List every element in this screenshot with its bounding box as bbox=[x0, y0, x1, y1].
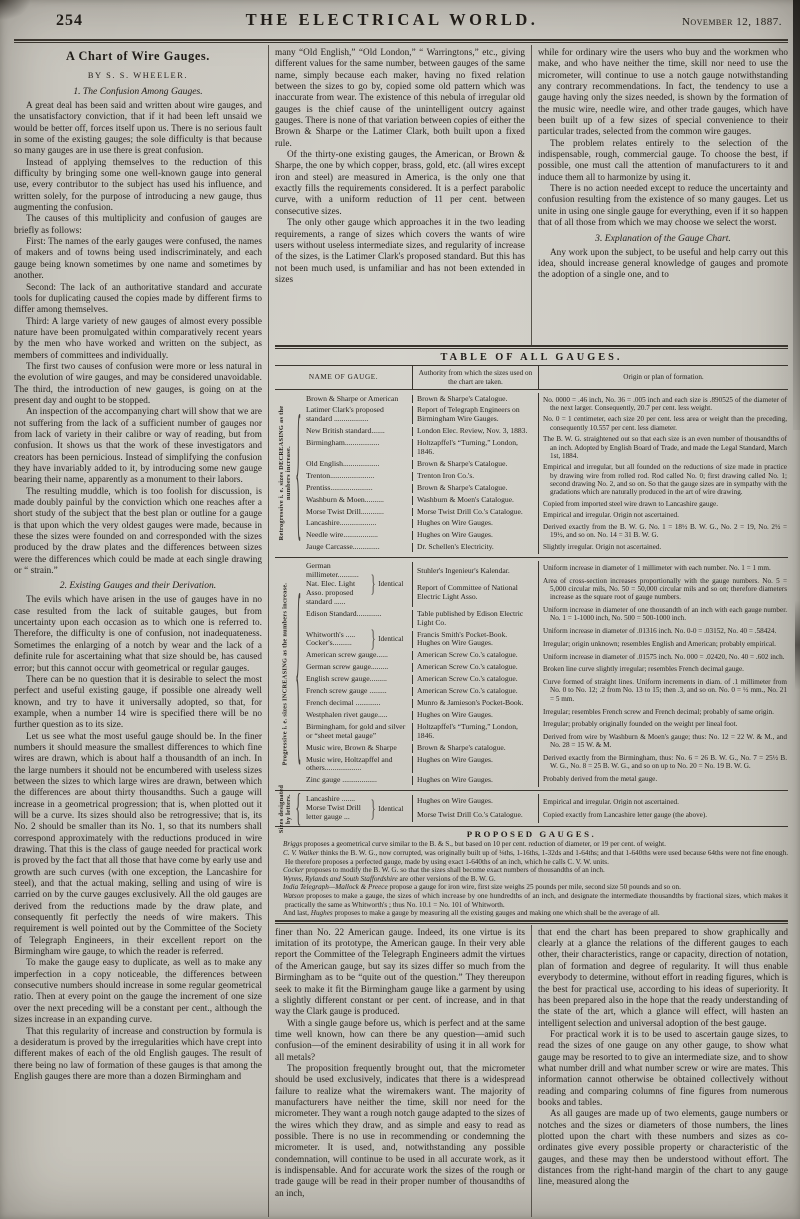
gauge-authority-cell: Brown & Sharpe's Catalogue. bbox=[412, 395, 538, 404]
gauge-origin-note: Derived exactly from the Birmingham, thus: No. 6 = 26 B. W. G., No. 7 = 25½ B. W. G., No. 8 = 25 B. W. G., and so on up to No. 20 = No. 19 B. W. G. bbox=[543, 754, 787, 771]
proposed-gauge-item bbox=[275, 909, 788, 918]
gauge-name-cell: Zinc gauge .................. bbox=[306, 776, 377, 785]
pair-authority-cells bbox=[412, 562, 538, 607]
gauge-group bbox=[275, 384, 788, 558]
paragraph: To make the gauge easy to duplicate, as well as to make any imperfection in a copy noticeable, the differences between consecutive numbers should increase in some regular geometrical ratio. Then at every point on the gauge the increment of one size over the next preceding will be a constant per cent., although the sizes increase in an expanding curve. bbox=[14, 957, 262, 1025]
section-heading: 3. Explanation of the Gauge Chart. bbox=[595, 232, 731, 244]
proposed-item-prefix: And last, bbox=[283, 909, 311, 918]
gauge-name-cell: Lancashire ....... bbox=[306, 795, 356, 804]
proposed-gauges-title: PROPOSED GAUGES. bbox=[466, 829, 597, 840]
gauge-row bbox=[303, 496, 538, 505]
gauge-origin-note: Uniform increase in diameter of 1 millimeter with each number. No. 1 = 1 mm. bbox=[543, 563, 771, 572]
column-1-text bbox=[14, 86, 262, 1082]
gauge-authority-cell: American Screw Co.'s catalogue. bbox=[412, 663, 538, 672]
column-divider bbox=[531, 45, 532, 345]
gauge-row bbox=[303, 427, 538, 436]
gauge-authority-cell: Hughes on Wire Gauges. bbox=[412, 776, 538, 785]
gauge-name-cell: Old English................... bbox=[306, 459, 380, 468]
identical-label: Identical bbox=[378, 804, 404, 813]
masthead bbox=[14, 10, 788, 36]
paragraph: An inspection of the accompanying chart will show that we are not suffering from the lack of a sufficient number of gauges nor from lack of variety in their calibre or way of reading, but from confusion. It shows us that the work of these investigators and creators has been pernicious. Instead of simplifying the confusion they have invariably added to it, by introducing some new gauge bearing their name, apparently as a monument to their labors. bbox=[14, 406, 262, 485]
proposed-item-proposer: Cocker bbox=[283, 866, 304, 875]
gauge-name-cell: Lancashire................... bbox=[306, 519, 377, 528]
gauge-name-cell: Whitworth's ..... bbox=[306, 630, 356, 639]
gauge-row bbox=[303, 472, 538, 481]
gauge-authority-cell: Stuhler's Ingenieur's Kalendar. bbox=[417, 565, 510, 575]
gauge-authority-cell: Trenton Iron Co.'s. bbox=[412, 472, 538, 481]
gauge-authority-cell: Table published by Edison Electric Light Co. bbox=[412, 610, 538, 628]
gauge-authority-cell: Holtzapffel's “Turning,” London, 1846. bbox=[412, 439, 538, 457]
pair-name-cells bbox=[303, 562, 370, 607]
gauge-group bbox=[275, 784, 788, 833]
gauge-authority-cell: Report of Committee of National Electric Light Asso. bbox=[417, 583, 518, 602]
group-side-label bbox=[275, 561, 294, 787]
paragraph: The proposition frequently brought out, that the micrometer should be used exclusively, indicates that there is a widespread failure to realize what the wiremakers want. The majority of manufacturers have neither the time, skill nor need for the micrometer. They want a rough notch gauge adapted to the sizes of the wires which they draw, and as simple and easy to read as possible. There is no use in recommending or condemning the micrometer. It is used, and, notwithstanding any possible condemnation, will continue to be used in all accurate work, as it is indispensable. And for accurate work the sizes of the rough or trade gauge will be read in their proper number of thousandths of an inch, bbox=[275, 1062, 525, 1198]
gauge-authority-cell: Hughes on Wire Gauges. bbox=[417, 638, 493, 648]
gauge-origin-note: Slightly irregular. Origin not ascertained. bbox=[543, 542, 662, 551]
gauge-row-pair bbox=[303, 562, 538, 607]
gauge-row bbox=[303, 756, 538, 774]
gauge-name-cell: Music wire, Holtzapffel and others................... bbox=[306, 755, 393, 773]
gauge-authority-cell: Hughes on Wire Gauges. bbox=[417, 796, 493, 806]
gauge-origin-column bbox=[538, 794, 788, 824]
column-1 bbox=[14, 45, 262, 1217]
gauge-row bbox=[303, 776, 538, 785]
identical-label: Identical bbox=[378, 580, 404, 589]
gauge-origin-note: Derived exactly from the B. W. G. No. 1 = 18½ B. W. G., No. 2 = 19, No. 2½ = 19½, and so on. No. 14 = 31 B. W. G. bbox=[543, 522, 787, 540]
proposed-gauge-item bbox=[275, 849, 788, 866]
gauge-origin-note: Curve formed of straight lines. Uniform increments in diam. of .1 millimeter from No. 0 to No. 12; .2 from No. 13 to 15; then .3, and so on. No. 0 = ½ mm., No. 21 = 5 mm. bbox=[543, 678, 787, 703]
gauge-origin-note: The B. W. G. straightened out so that each size is an even number of thousandths of an inch. Adopted by English Board of Trade, and made the Legal Standard, March 1st, 1884. bbox=[543, 435, 787, 460]
page-number: 254 bbox=[56, 12, 83, 29]
paragraph: As all gauges are made up of two elements, gauge numbers or notches and the sizes or diameters of those numbers, the lines plotted upon the chart with these numbers and sizes as co-ordinates give every possible property or characteristic of the gauges, and these may then be understood without effort. The distances from the right-hand margin of the chart to any gauge line, measured along the bbox=[538, 1108, 788, 1187]
gauge-name-cell: French decimal ............. bbox=[306, 698, 381, 707]
proposed-gauges-list bbox=[275, 840, 788, 917]
identical-label: Identical bbox=[378, 635, 404, 644]
paragraph: The resulting muddle, which is too foolish for discussion, is made doubly painful by the conviction which one reaches after a short study of the subject that the best plan or outline for a gauge is that upon which the very oldest gauges were made, because in these the sizes were founded on and corresponded with the sizes produced by the draw plates and the differences between sizes were the differences which could be made at each single drawing or “ strain.” bbox=[14, 485, 262, 576]
gauge-row-pair bbox=[303, 795, 538, 822]
identical-note bbox=[370, 562, 412, 607]
article-title: A Chart of Wire Gauges. bbox=[66, 49, 210, 63]
gauge-authority-cell: Hughes on Wire Gauges. bbox=[412, 519, 538, 528]
gauge-name-cell: Nat. Elec. Light Asso. proposed standard ...... bbox=[306, 580, 356, 606]
proposed-item-text: proposes to modify the B. W. G. so that the sizes shall become exact numbers of thousandths of an inch. bbox=[303, 866, 605, 875]
gauge-authority-cell: American Screw Co.'s catalogue. bbox=[412, 651, 538, 660]
gauge-row bbox=[303, 663, 538, 672]
gauge-origin-note: Irregular; probably originally founded on the weight per lineal foot. bbox=[543, 720, 738, 729]
gauge-table bbox=[275, 365, 788, 833]
column-3-text bbox=[538, 45, 788, 345]
proposed-item-proposer: India Telegraph—Mallock & Preece bbox=[283, 883, 388, 892]
gauge-table-header bbox=[275, 366, 788, 390]
gauge-name-cell: Prentiss...................... bbox=[306, 483, 373, 492]
gauge-authority-cell: Brown & Sharpe's Catalogue. bbox=[412, 484, 538, 493]
proposed-gauge-item bbox=[275, 883, 788, 892]
pair-name-cells bbox=[303, 631, 370, 649]
group-side-label-text: Sizes designated by letters. bbox=[277, 784, 292, 833]
header-authority: Authority from which the sizes used on the chart are taken. bbox=[412, 366, 538, 389]
gauge-authority-cell: Morse Twist Drill Co.'s Catalogue. bbox=[417, 809, 523, 819]
gauge-origin-note: No. 0 = 1 centimeter, each size 20 per cent. less area or weight than the preceding, consequently 10.557 per cent. less diameter. bbox=[543, 415, 787, 432]
gauge-authority-cell: Hughes on Wire Gauges. bbox=[412, 531, 538, 540]
proposed-gauges-section bbox=[275, 827, 788, 924]
gauge-row bbox=[303, 651, 538, 660]
paragraph: With a single gauge before us, which is perfect and at the same time well known, how can there be any question—amid such confusion—of the eminent desirability of using it in all work for all metals? bbox=[275, 1017, 525, 1062]
gauge-authority-cell: Hughes on Wire Gauges. bbox=[412, 711, 538, 720]
gauge-authority-cell: Hughes on Wire Gauges. bbox=[412, 756, 538, 774]
identical-note bbox=[370, 624, 412, 653]
gauge-name-cell: Latimer Clark's proposed standard .................. bbox=[306, 406, 384, 424]
proposed-gauge-item bbox=[275, 875, 788, 884]
paragraph: The evils which have arisen in the use of gauges have in no case resulted from the lack of suitable gauges, but from uncertainty upon each occasion as to which one is referred to. Therefore, the difficulty is one of confusion, not inadequateness. Sometimes the enlarging of a notch by wear and the lack of a definite rule for ascertaining what that size should be, has caused error; but this cannot occur with geometrical or regular gauges. bbox=[14, 594, 262, 673]
gauge-row bbox=[303, 484, 538, 493]
gauge-authority-cell: Francis Smith's Pocket-Book. bbox=[417, 629, 508, 639]
gauge-origin-note: Uniform increase in diameter of .01575 inch. No. 000 = .02420, No. 40 = .602 inch. bbox=[543, 652, 785, 661]
article-byline: BY S. S. WHEELER. bbox=[87, 71, 189, 80]
gauge-row bbox=[303, 543, 538, 552]
paragraph: many “Old English,” “Old London,” “ Warringtons,” etc., giving different values for the same number, between gauges of the same name, simply because each maker, having no fixed relation between the sizes to go by, copied some old pattern which was inaccurate from wear. The existence of this nebula of irregular old gauges is the chief cause of the unintelligent outcry against gauges. There is none of that variation between copies of either the Brown & Sharpe or the Latimer Clark, both built upon a fixed rule. bbox=[275, 47, 525, 148]
gauge-name-cell: German millimeter........... bbox=[306, 562, 359, 580]
proposed-item-proposer: Briggs bbox=[283, 840, 303, 849]
gauge-authority-cell: American Screw Co.'s catalogue. bbox=[412, 675, 538, 684]
gauge-name-cell: French screw gauge ......... bbox=[306, 687, 387, 696]
gauge-row bbox=[303, 519, 538, 528]
gauge-name-cell: Needle wire.................. bbox=[306, 531, 378, 540]
gauge-name-cell: Morse Twist Drill letter gauge ... bbox=[306, 804, 361, 822]
gauge-authority-cell: American Screw Co.'s catalogue. bbox=[412, 687, 538, 696]
column-divider bbox=[268, 45, 269, 1217]
gauge-row bbox=[303, 460, 538, 469]
paragraph: The only other gauge which approaches it in the two leading requirements, a range of sizes which covers the wants of wire users without useless intermediate sizes, and regularity of increase of the sizes, is the Latimer Clark's proposed standard. But this has not been much used, is unfamiliar and has not been extended in sizes bbox=[275, 217, 525, 284]
gauge-origin-column bbox=[538, 561, 788, 787]
gauge-name-cell: Music wire, Brown & Sharpe bbox=[306, 743, 397, 752]
section-heading: 2. Existing Gauges and their Derivation. bbox=[59, 580, 217, 592]
proposed-item-proposer: C. V. Walker bbox=[283, 849, 319, 858]
gauge-name-cell: English screw gauge......... bbox=[306, 675, 387, 684]
paragraph: First: The names of the early gauges were confused, the names of makers and of towns being used indiscriminately, and each gauge being known sometimes by one name and sometimes by another. bbox=[14, 236, 262, 281]
proposed-item-text: proposes to make a gauge, the sizes of which increase by one hundredths of an inch, and designate the intermediate thousandths by fractional sizes, which makes it practically the same as Whitworth's ; thus No. 10.1 = No. 101 of Whitworth. bbox=[285, 892, 788, 909]
gauge-name-cell: New British standard....... bbox=[306, 427, 385, 436]
group-side-label-text: Progressive i. e. sizes INCREASING as the numbers increase. bbox=[280, 582, 288, 766]
gauge-rows bbox=[303, 794, 538, 824]
paragraph: Second: The lack of an authoritative standard and accurate tools for duplicating caused the copies made by different firms to differ among themselves. bbox=[14, 281, 262, 315]
gauge-name-cell: German screw gauge......... bbox=[306, 663, 389, 672]
group-side-label bbox=[275, 784, 294, 833]
proposed-gauge-item bbox=[275, 840, 788, 849]
proposed-item-text: propose a gauge for iron wire, first size weighs 25 pounds per mile, second size 50 pounds and so on. bbox=[387, 883, 681, 892]
paragraph: Of the thirty-one existing gauges, the American, or Brown & Sharpe, the one by which copper, brass, gold, etc. (all wires except iron and steel) are measured in America, is the only one that exactly fills the requirements considered. It is a perfect parabolic curve, with a uniform reduction of 11 per cent. between consecutive sizes. bbox=[275, 149, 525, 216]
paragraph: Let us see what the most useful gauge should be. In the finer numbers it should measure the smallest differences to which fine wires are drawn, which is about half a thousandth of an inch. In the large numbers it should not be encumbered with useless sizes between the sizes to which large wires are drawn, between which the differences are about thirty thousandths. Such a gauge will increase in a geometrical progression; that is, when plotted out it will be a curve. Its sizes should also be retrogressive; that is, its No. 2 should be smaller than its No. 1, so that its numbers shall correspond approximately with the reductions produced in wire drawing. That this is the class of gauge needed for practical work is proved by the fact that all those that have come by early use and growth are such curves (with one exception, the Lancashire for steel), and that the actual making, selling and using of wire is carried on by the curve gauges exclusively. All the old gauges are derived from the reductions made by the draw plate, and consequently fit perfectly the needs of wire makers. This requirement is well pointed out by the Committee of the Society of Telegraph Engineers, in their excellent report on the Birmingham wire gauge, to which the reader is referred. bbox=[14, 730, 262, 957]
gauge-row bbox=[303, 508, 538, 517]
brace-glyph: { bbox=[295, 785, 302, 830]
proposed-item-text: proposes a geometrical curve similar to the B. & S., but based on 10 per cent. reduction of diameter, or 19 per cent. of weight. bbox=[302, 840, 666, 849]
gauge-authority-cell: Report of Telegraph Engineers on Birmingham Wire Gauges. bbox=[412, 406, 538, 424]
group-brace bbox=[294, 552, 303, 787]
gauge-name-cell: Edison Standard............. bbox=[306, 609, 382, 618]
column-divider bbox=[531, 925, 532, 1217]
gauge-origin-note: Uniform increase in diameter of .01316 inch. No. 0-0 = .03152, No. 40 = .58424. bbox=[543, 627, 777, 636]
proposed-item-text: thinks the B. W. G., now corrupted, was originally built up of ⅛ths, 1-16ths, 1-32ds and 1-64ths; and that 1-640ths were used because 64ths were not fine enough. He therefore proposes a perfected gauge, made by using exact 1-640ths of an inch, which he calls C. V. W. units. bbox=[285, 849, 788, 866]
section-heading: 1. The Confusion Among Gauges. bbox=[73, 86, 203, 97]
gauge-row bbox=[303, 395, 538, 404]
gauge-row bbox=[303, 687, 538, 696]
gauge-row bbox=[303, 744, 538, 753]
gauge-origin-note: Copied exactly from Lancashire letter gauge (the above). bbox=[543, 811, 708, 820]
header-name-of-gauge: NAME OF GAUGE. bbox=[308, 373, 379, 382]
gauge-name-cell: Birmingham, for gold and silver or “sheet metal gauge” bbox=[306, 722, 406, 740]
gauge-name-cell: Westphalen rivet gauge..... bbox=[306, 710, 388, 719]
proposed-item-proposer: Watson bbox=[283, 892, 304, 900]
column-2-text bbox=[275, 45, 525, 345]
gauge-row bbox=[303, 699, 538, 708]
paragraph: There can be no question that it is desirable to select the most perfect and useful existing gauge, if possible one already well known, and try to have it universally adopted, so that, for example, when a number 14 wire is specified there will be no further question as to its size. bbox=[14, 673, 262, 730]
gauge-authority-cell: Brown & Sharpe's catalogue. bbox=[412, 744, 538, 753]
gauge-name-cell: Trenton....................... bbox=[306, 471, 375, 480]
scan-edge-artifact bbox=[795, 600, 800, 690]
brace-glyph: { bbox=[295, 384, 302, 555]
group-side-label-text: Retrogressive i. e. sizes DECREASING as the numbers increase. bbox=[277, 405, 292, 541]
gauge-name-cell: American screw gauge...... bbox=[306, 651, 388, 660]
paragraph: A great deal has been said and written about wire gauges, and the unsatisfactory conviction, that if it had been left unsaid we would be better off, forces itself upon us. There is no serious fault in some of the existing gauges; the sole difficulty is that because so many gauges are in use there is great confusion. bbox=[14, 100, 262, 156]
column-2-bottom-text bbox=[275, 925, 525, 1217]
identical-note bbox=[370, 795, 412, 822]
column-3-bottom-text bbox=[538, 925, 788, 1217]
gauge-authority-cell: Munro & Jamieson's Pocket-Book. bbox=[412, 699, 538, 708]
paragraph: Third: A large variety of new gauges of almost every possible nature have been promulgated within comparatively recent years by the men who have worked and written on the subject, as members of committees and individually. bbox=[14, 315, 262, 360]
paragraph: Any work upon the subject, to be useful and help carry out this idea, should increase general knowledge of gauges and promote the adoption of a single one, and to bbox=[538, 246, 788, 280]
gauge-authority-cell: Washburn & Moen's Catalogue. bbox=[412, 496, 538, 505]
gauge-origin-note: Empirical and irregular. Origin not ascertained. bbox=[543, 511, 679, 520]
paragraph: For practical work it is to be used to ascertain gauge sizes, to read the sizes of one gauge on any other gauge, to show what gauge may be resorted to to give an intermediate size, and to show what number drill and what number screw or wire are mates. This information cannot otherwise be obtained collectively without reading and comparing columns of fine figures from numerous books and tables. bbox=[538, 1028, 788, 1107]
gauge-rows bbox=[303, 561, 538, 787]
gauge-group bbox=[275, 552, 788, 791]
gauge-origin-note: Broken line curve slightly irregular; resembles French decimal gauge. bbox=[543, 665, 744, 674]
gauge-origin-note: Irregular; origin unknown; resembles English and American; probably empirical. bbox=[543, 639, 776, 648]
section-rule bbox=[275, 920, 788, 924]
gauge-row bbox=[303, 675, 538, 684]
gauge-row bbox=[303, 406, 538, 424]
brace-glyph: } bbox=[370, 569, 376, 598]
issue-date: November 12, 1887. bbox=[681, 16, 782, 28]
brace-glyph: } bbox=[370, 793, 376, 822]
proposed-item-proposer: Hughes bbox=[310, 909, 333, 918]
page-content bbox=[14, 45, 788, 1217]
gauge-authority-cell: Morse Twist Drill Co.'s Catalogue. bbox=[412, 508, 538, 517]
gauge-authority-cell: London Elec. Review, Nov. 3, 1883. bbox=[412, 427, 538, 436]
gauge-row bbox=[303, 531, 538, 540]
gauge-name-cell: Jauge Carcasse.............. bbox=[306, 543, 380, 552]
brace-glyph: { bbox=[295, 552, 302, 783]
gauge-origin-note: Copied from imported steel wire drawn to Lancashire gauge. bbox=[543, 499, 719, 508]
gauge-authority-cell: Holtzapffel's “Turning,” London, 1846. bbox=[412, 723, 538, 741]
gauge-row bbox=[303, 439, 538, 457]
gauge-origin-note: Derived from wire by Washburn & Moen's gauge; thus: No. 12 = 22 W. & M., and No. 28 = 15 W. & M. bbox=[543, 733, 787, 750]
gauge-origin-note: Empirical and irregular. Origin not ascertained. bbox=[543, 797, 679, 806]
paragraph: while for ordinary wire the users who buy and the workmen who make, and who have neither the time, skill nor need to use the micrometer, will continue to use a notch gauge notwithstanding any contrary recommendations. In fact, the tendency to use a gauge having only the sizes needed, is shown by the formation of the music wire, needle wire, and other trade gauges, which have been built up of a few sizes of special convenience to their particular trades, selected from the common wire gauges. bbox=[538, 47, 788, 137]
gauge-origin-note: Irregular; resembles French screw and French decimal; probably of same origin. bbox=[543, 707, 774, 716]
proposed-item-proposer: Wynns, Rylands and South Staffordshire bbox=[283, 874, 398, 883]
scan-edge-artifact bbox=[793, 0, 800, 430]
paragraph: That this regularity of increase and construction by formula is a desideratum is proved by the irregularities which have crept into different makes of each of the old English gauges. The result of there being no law of formation of these gauges is that among the English gauges there are more than a dozen Birmingham and bbox=[14, 1025, 262, 1081]
table-of-all-gauges bbox=[275, 345, 788, 833]
paragraph: The causes of this multiplicity and confusion of gauges are briefly as follows: bbox=[14, 213, 262, 235]
paragraph: The problem relates entirely to the selection of the indispensable, rough, commercial gauge. To choose the best, if possible, one must call the attention of manufacturers to it and induce them all to harmonize by using it. bbox=[538, 137, 788, 182]
right-area bbox=[275, 45, 788, 1217]
proposed-gauge-item bbox=[275, 892, 788, 909]
gauge-table-body bbox=[275, 384, 788, 833]
gauge-name-cell: Morse Twist Drill............ bbox=[306, 507, 384, 516]
gauge-origin-note: No. 0000 = .46 inch, No. 36 = .005 inch and each size is .890525 of the diameter of the next larger. Consequently, 20.7 per cent. less weight. bbox=[543, 395, 787, 412]
pair-authority-cells bbox=[412, 795, 538, 822]
brace-glyph: } bbox=[370, 624, 376, 653]
pair-name-cells bbox=[303, 795, 370, 822]
paragraph: that end the chart has been prepared to show graphically and clearly at a glance the relations of the different gauges to each other, their characteristics, range or capacity, direction of notation, plan of formation and degree of regularity. It will thus enable everybody to determine, without effort in reading figures, which is the best for practical use, according to his ideas of superiority. It has been prepared also in the hope that the ready understanding of the state of the art, which a glance will effect, will hasten an intelligent selection and universal adoption of the best gauge. bbox=[538, 926, 788, 1028]
table-title: TABLE OF ALL GAUGES. bbox=[440, 352, 623, 363]
gauge-name-cell: Brown & Sharpe or American bbox=[306, 394, 399, 403]
gauge-name-cell: Washburn & Moen.......... bbox=[306, 495, 384, 504]
gauge-authority-cell: Dr. Schellen's Electricity. bbox=[412, 543, 538, 552]
gauge-origin-note: Empirical and irregular, but all founded on the reductions of size made in practice by drawing wire from rolled rod. Rod called No. 0; first drawing called No. 1; second drawing No. 2, and so on. So that the gauge sizes are in sympathy with the gradations which are naturally produced in the art of wire drawing. bbox=[543, 463, 787, 497]
paragraph: Instead of applying themselves to the reduction of this difficulty by bringing some one well-known gauge into general use, every contributor to the subject has used his influence, and written solely, for the purpose of introducing a new gauge, thus augmenting the confusion. bbox=[14, 156, 262, 213]
paragraph: There is no action needed except to reduce the uncertainty and confusion resulting from the existence of so many gauges. Let us unite in using one single gauge for everything, even if it so happen that of all those from which we may choose we select the worst. bbox=[538, 183, 788, 228]
gauge-row-pair bbox=[303, 624, 538, 653]
journal-title: THE ELECTRICAL WORLD. bbox=[245, 10, 539, 29]
paragraph: finer than No. 22 American gauge. Indeed, its one virtue is its imitation of its prototype, the American gauge. In their very able report the Committee of the Telegraph Engineers admit the virtues of the American gauge, but say its sizes differ so much from the Birmingham as to be “quite out of the question.” They thereupon seek to make it fit the Birmingham gauge like a garment by using a slightly different constant or per cent. of increase, and in that way the Clark gauge is produced. bbox=[275, 926, 525, 1017]
gauge-name-cell: Birmingham.................. bbox=[306, 439, 380, 448]
gauge-origin-note: Probably derived from the metal gauge. bbox=[543, 775, 658, 784]
gauge-name-cell: Cocker's.......... bbox=[306, 639, 352, 648]
gauge-rows bbox=[303, 393, 538, 554]
section-rule bbox=[275, 345, 788, 349]
gauge-authority-cell: Brown & Sharpe's Catalogue. bbox=[412, 460, 538, 469]
paragraph: The first two causes of confusion were more or less natural in the evolution of wire gauges, and may be considered unavoidable. The third, the introduction of new gauges, is going on at the present day and ought to be stopped. bbox=[14, 360, 262, 405]
gauge-row bbox=[303, 610, 538, 628]
proposed-gauge-item bbox=[275, 866, 788, 875]
proposed-item-text: are other versions of the B. W. G. bbox=[397, 874, 496, 883]
group-side-label bbox=[275, 393, 294, 554]
gauge-origin-column bbox=[538, 393, 788, 554]
proposed-item-text: proposes to make a gauge by measuring all the existing gauges and making one which shall be the average of all. bbox=[332, 909, 660, 918]
top-columns bbox=[275, 45, 788, 345]
group-brace bbox=[294, 785, 303, 830]
masthead-rule bbox=[14, 39, 788, 43]
bottom-columns bbox=[275, 925, 788, 1217]
gauge-row bbox=[303, 723, 538, 741]
gauge-row bbox=[303, 711, 538, 720]
group-brace bbox=[294, 384, 303, 555]
gauge-origin-note: Area of cross-section increases proportionally with the gauge numbers. No. 5 = 5,000 circular mils, No. 50 = 50,000 circular mils and so on; therefore diameters increase as the square root of gauge numbers. bbox=[543, 576, 787, 602]
header-origin: Origin or plan of formation. bbox=[538, 366, 788, 389]
gauge-origin-note: Uniform increase in diameter of one thousandth of an inch with each gauge number. No. 1 = 1-1000 inch, No. 500 = 500-1000 inch. bbox=[543, 606, 787, 623]
pair-authority-cells bbox=[412, 631, 538, 649]
